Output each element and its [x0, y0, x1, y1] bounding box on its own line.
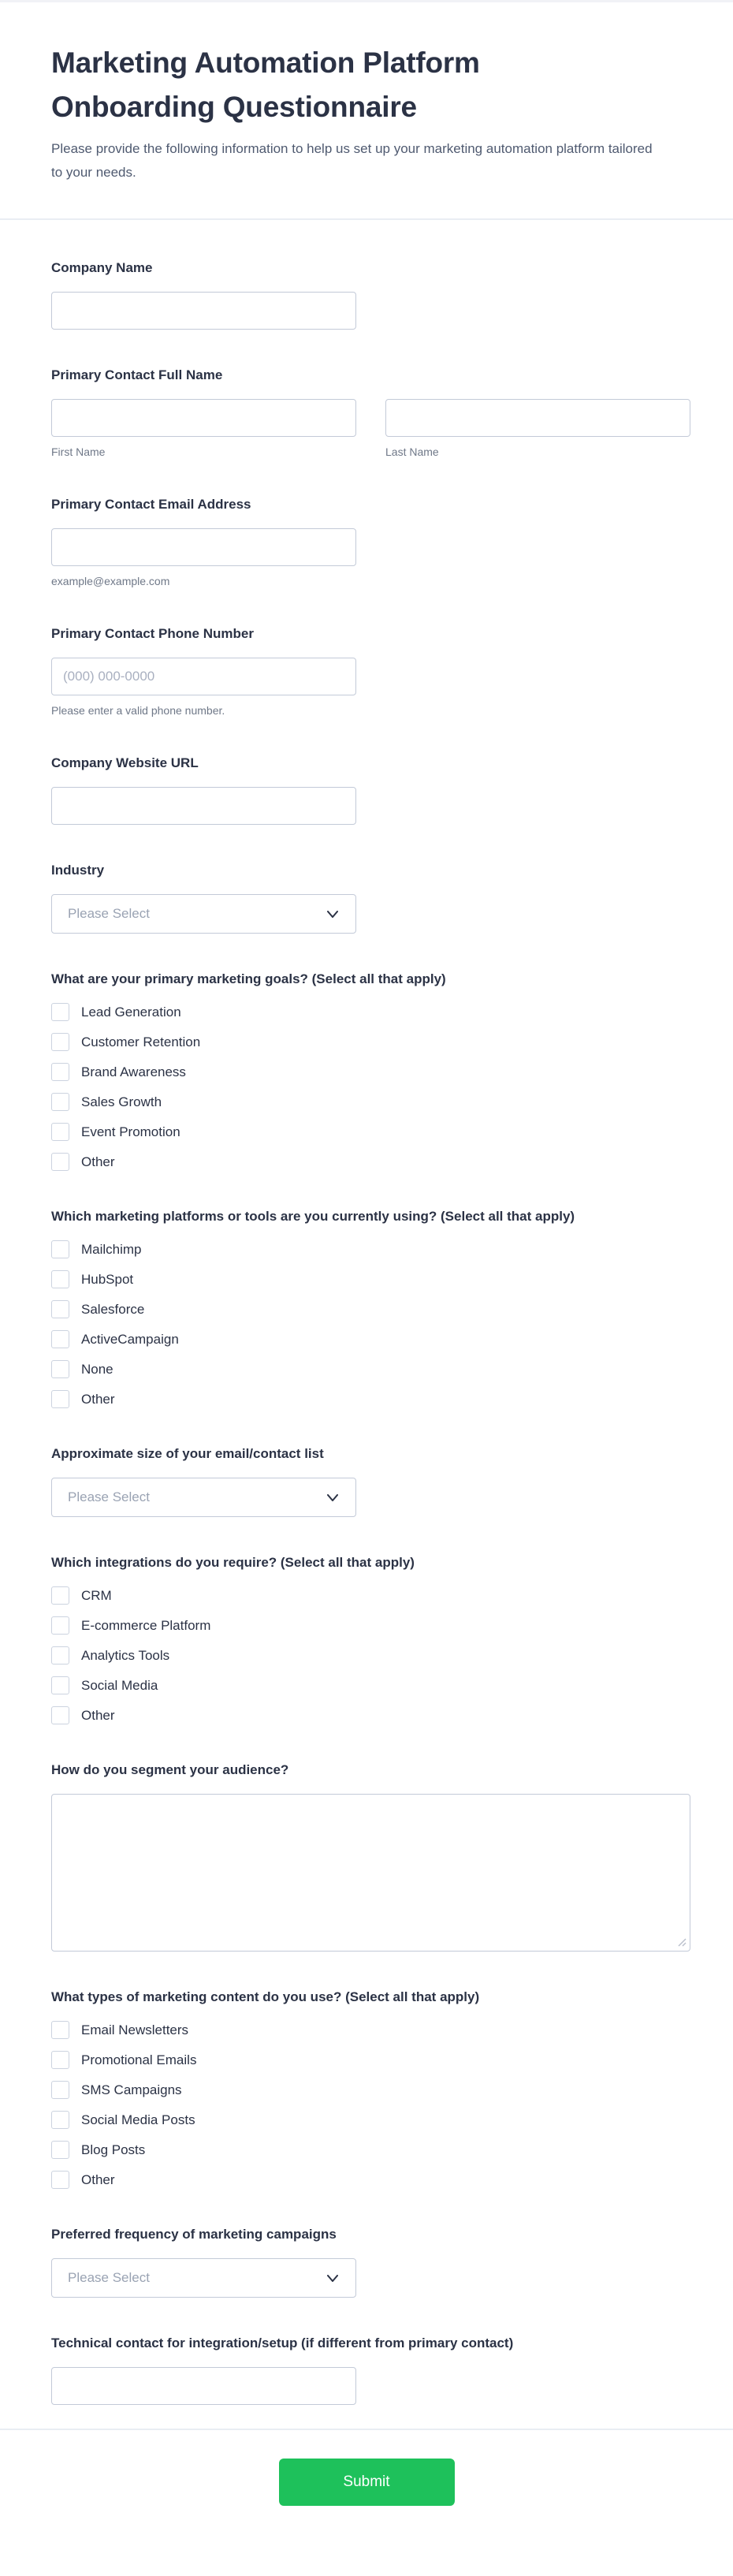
first-name-sublabel: First Name [51, 445, 106, 458]
checkbox[interactable] [51, 2021, 69, 2039]
option-label[interactable]: Mailchimp [81, 1242, 142, 1257]
campaign-frequency-label: Preferred frequency of marketing campaigns [51, 2227, 337, 2242]
checkbox[interactable] [51, 2081, 69, 2099]
checkbox[interactable] [51, 2111, 69, 2129]
textarea-wrapper [51, 1794, 690, 1952]
question-list-size [51, 1445, 690, 1517]
option-label[interactable]: E-commerce Platform [81, 1618, 211, 1633]
last-name-sublabel: Last Name [385, 445, 439, 458]
form-title-line2: Onboarding Questionnaire [51, 91, 417, 123]
option-label[interactable]: SMS Campaigns [81, 2082, 182, 2097]
option-label[interactable]: ActiveCampaign [81, 1332, 179, 1347]
option-label[interactable]: Salesforce [81, 1302, 145, 1317]
question-phone [51, 624, 690, 718]
list-size-label: Approximate size of your email/contact list [51, 1446, 324, 1461]
audience-segmentation-textarea[interactable] [51, 1794, 690, 1952]
option-label[interactable]: Blog Posts [81, 2142, 146, 2157]
checkbox[interactable] [51, 1093, 69, 1111]
checkbox-option [51, 1390, 690, 1408]
option-label[interactable]: Other [81, 1708, 115, 1723]
form-subtitle: Please provide the following information to help us set up your marketing automation platform tailored to your needs. [51, 141, 653, 180]
list-size-select-value: Please Select [68, 1489, 150, 1504]
checkbox[interactable] [51, 1270, 69, 1288]
question-company-name [51, 259, 690, 330]
chevron-down-icon [327, 911, 338, 918]
checkbox-option [51, 2171, 690, 2189]
phone-label: Primary Contact Phone Number [51, 626, 254, 641]
question-platforms [51, 1207, 690, 1408]
platforms-label: Which marketing platforms or tools are you currently using? (Select all that apply) [51, 1209, 575, 1224]
phone-input[interactable] [51, 658, 356, 695]
industry-label: Industry [51, 863, 105, 878]
industry-select[interactable] [51, 894, 356, 934]
question-campaign-frequency [51, 2225, 690, 2298]
checkbox-option [51, 2051, 690, 2069]
checkbox[interactable] [51, 1123, 69, 1141]
question-full-name [51, 366, 690, 459]
question-technical-contact [51, 2334, 690, 2405]
checkbox-option [51, 1616, 690, 1635]
option-label[interactable]: Brand Awareness [81, 1064, 186, 1079]
checkbox[interactable] [51, 2141, 69, 2159]
option-label[interactable]: Customer Retention [81, 1035, 201, 1049]
option-label[interactable]: None [81, 1362, 113, 1377]
checkbox[interactable] [51, 1240, 69, 1258]
checkbox-option [51, 2111, 690, 2129]
full-name-label: Primary Contact Full Name [51, 367, 223, 382]
website-url-label: Company Website URL [51, 755, 199, 770]
checkbox[interactable] [51, 1676, 69, 1694]
question-industry [51, 861, 690, 934]
checkbox-option [51, 1153, 690, 1171]
checkbox-option [51, 1676, 690, 1694]
question-email [51, 495, 690, 588]
marketing-goals-label: What are your primary marketing goals? (Select all that apply) [51, 971, 446, 986]
checkbox[interactable] [51, 1003, 69, 1021]
content-types-label: What types of marketing content do you use? (Select all that apply) [51, 1989, 480, 2004]
form-card [0, 2, 733, 2544]
marketing-goals-options [51, 1003, 690, 1171]
checkbox-option [51, 1646, 690, 1665]
checkbox[interactable] [51, 1706, 69, 1724]
campaign-frequency-select[interactable] [51, 2258, 356, 2298]
option-label[interactable]: Event Promotion [81, 1124, 180, 1139]
question-audience-segmentation [51, 1761, 690, 1952]
checkbox[interactable] [51, 1586, 69, 1605]
form-title [51, 41, 662, 129]
question-integrations [51, 1553, 690, 1724]
textarea-resize-handle[interactable] [677, 1937, 686, 1947]
option-label[interactable]: CRM [81, 1588, 112, 1603]
option-label[interactable]: Sales Growth [81, 1094, 162, 1109]
option-label[interactable]: Social Media [81, 1678, 158, 1693]
content-types-options [51, 2021, 690, 2189]
checkbox[interactable] [51, 1646, 69, 1665]
checkbox[interactable] [51, 2051, 69, 2069]
checkbox-option [51, 1300, 690, 1318]
footer-divider [0, 2429, 733, 2430]
list-size-select[interactable] [51, 1478, 356, 1517]
submit-row [0, 2459, 733, 2544]
submit-button[interactable]: Submit [279, 2459, 455, 2506]
checkbox-option [51, 1003, 690, 1021]
option-label[interactable]: Analytics Tools [81, 1648, 170, 1663]
website-url-input[interactable] [51, 787, 356, 825]
option-label[interactable]: Other [81, 1154, 115, 1169]
last-name-input[interactable] [385, 399, 690, 437]
audience-segmentation-label: How do you segment your audience? [51, 1762, 289, 1777]
question-content-types [51, 1988, 690, 2189]
full-name-grid [51, 399, 690, 459]
company-name-input[interactable] [51, 292, 356, 330]
checkbox-option [51, 2141, 690, 2159]
option-label[interactable]: Other [81, 2172, 115, 2187]
phone-sublabel: Please enter a valid phone number. [51, 704, 225, 717]
checkbox-option [51, 1360, 690, 1378]
checkbox-option [51, 1093, 690, 1111]
checkbox-option [51, 1123, 690, 1141]
question-marketing-goals [51, 970, 690, 1171]
option-label[interactable]: Promotional Emails [81, 2052, 197, 2067]
checkbox[interactable] [51, 1360, 69, 1378]
checkbox-option [51, 1706, 690, 1724]
email-sublabel: example@example.com [51, 575, 170, 587]
option-label[interactable]: HubSpot [81, 1272, 134, 1287]
checkbox-option [51, 2081, 690, 2099]
form-header [0, 2, 733, 185]
checkbox-option [51, 1240, 690, 1258]
company-name-label: Company Name [51, 260, 153, 275]
checkbox-option [51, 1586, 690, 1605]
checkbox[interactable] [51, 2171, 69, 2189]
technical-contact-label: Technical contact for integration/setup (if different from primary contact) [51, 2336, 514, 2350]
campaign-frequency-select-value: Please Select [68, 2270, 150, 2285]
checkbox-option [51, 1270, 690, 1288]
option-label[interactable]: Social Media Posts [81, 2112, 195, 2127]
option-label[interactable]: Email Newsletters [81, 2022, 189, 2037]
checkbox-option [51, 1033, 690, 1051]
checkbox[interactable] [51, 1033, 69, 1051]
chevron-down-icon [327, 2275, 338, 2282]
email-label: Primary Contact Email Address [51, 497, 251, 512]
checkbox[interactable] [51, 1300, 69, 1318]
question-website-url [51, 754, 690, 825]
checkbox-option [51, 2021, 690, 2039]
option-label[interactable]: Lead Generation [81, 1005, 181, 1020]
first-name-cell [51, 399, 356, 459]
checkbox[interactable] [51, 1330, 69, 1348]
email-input[interactable] [51, 528, 356, 566]
technical-contact-input[interactable] [51, 2367, 356, 2405]
industry-select-value: Please Select [68, 906, 150, 921]
last-name-cell [385, 399, 690, 459]
chevron-down-icon [327, 1494, 338, 1501]
checkbox[interactable] [51, 1390, 69, 1408]
platforms-options [51, 1240, 690, 1408]
checkbox-option [51, 1063, 690, 1081]
checkbox[interactable] [51, 1063, 69, 1081]
first-name-input[interactable] [51, 399, 356, 437]
checkbox[interactable] [51, 1153, 69, 1171]
checkbox[interactable] [51, 1616, 69, 1635]
integrations-label: Which integrations do you require? (Select all that apply) [51, 1555, 415, 1570]
option-label[interactable]: Other [81, 1392, 115, 1407]
integrations-options [51, 1586, 690, 1724]
checkbox-option [51, 1330, 690, 1348]
questions-area [0, 220, 733, 2405]
form-title-line1: Marketing Automation Platform [51, 47, 480, 79]
